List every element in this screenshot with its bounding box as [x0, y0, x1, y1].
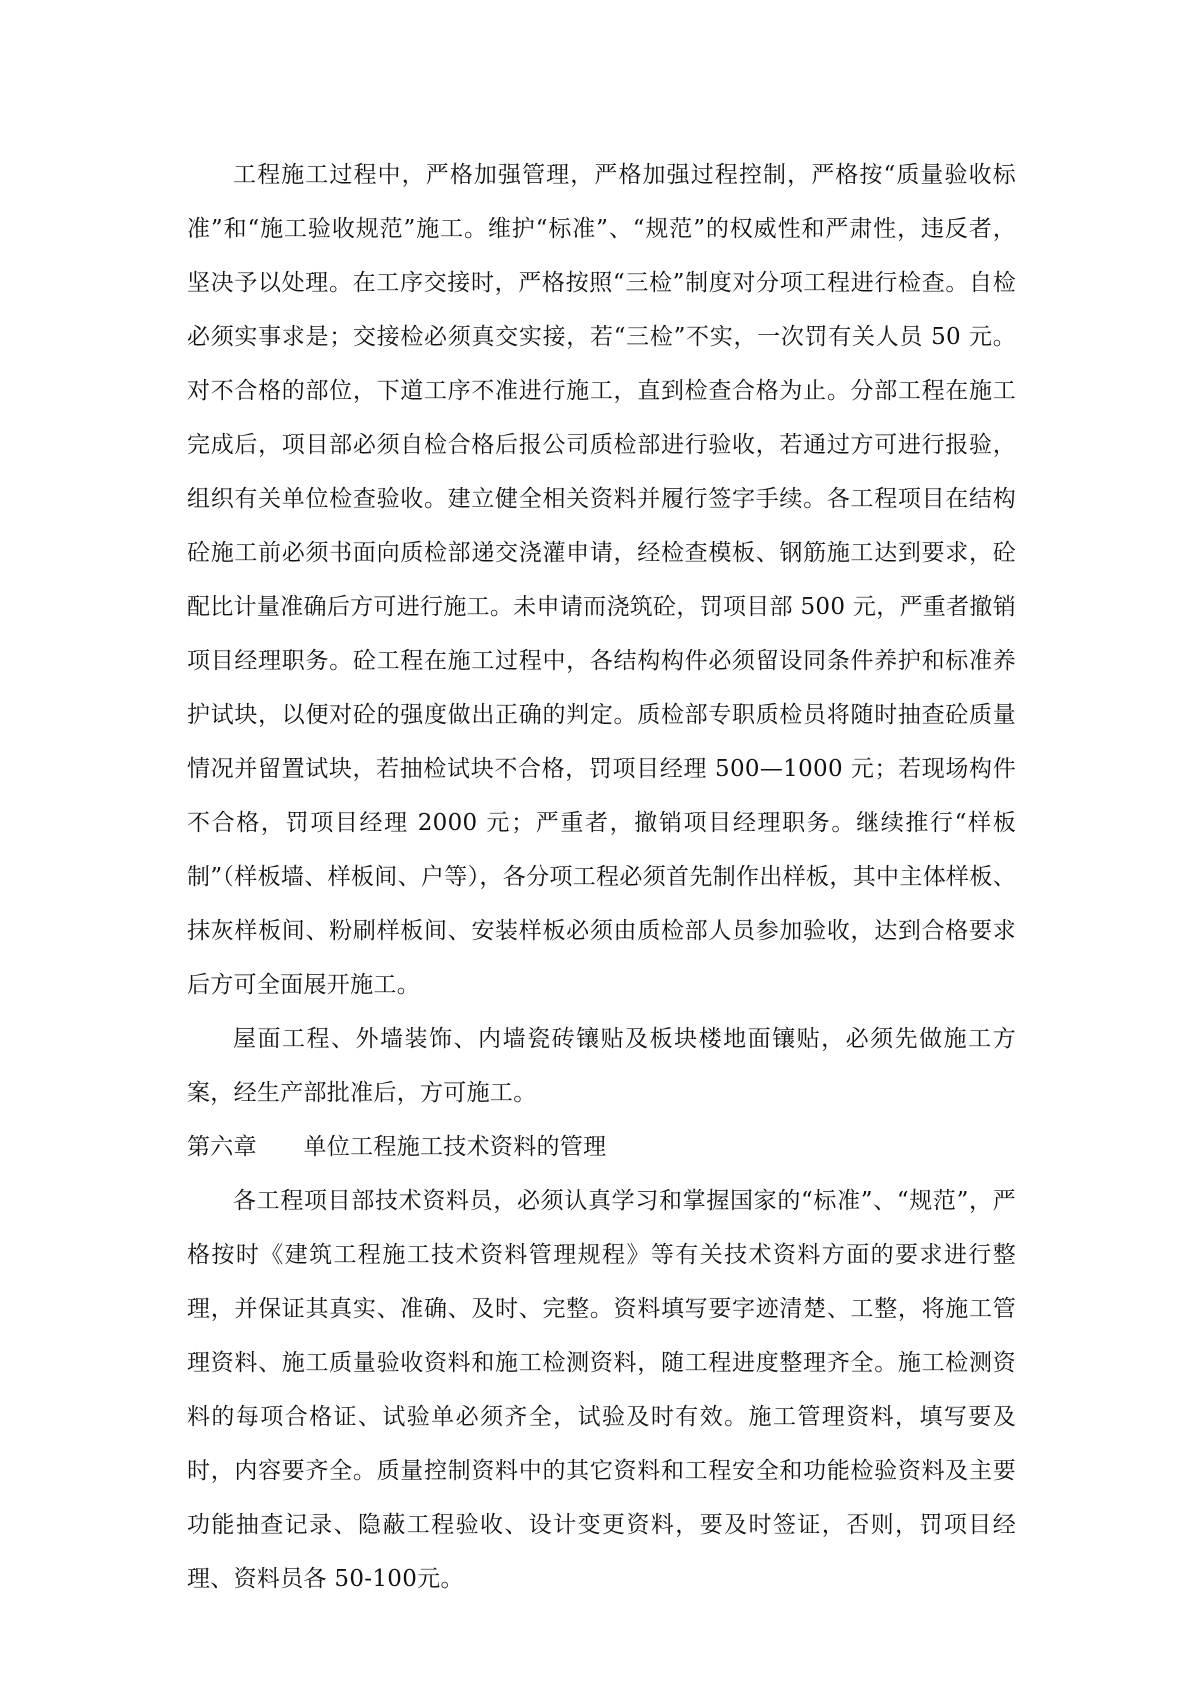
- document-body: [187, 148, 1016, 1606]
- paragraph-quality-control: 工程施工过程中，严格加强管理，严格加强过程控制，严格按“质量验收标准”和“施工验收规范”施工。维护“标准”、“规范”的权威性和严肃性，违反者，坚决予以处理。在工序交接时，严格按照“三检”制度对分项工程进行检查。自检必须实事求是；交接检必须真交实接，若“三检”不实，一次罚有关人员 50 元。对不合格的部位，下道工序不准进行施工，直到检查合格为止。分部工程在施工完成后，项目部必须自检合格后报公司质检部进行验收，若通过方可进行报验，组织有关单位检查验收。建立健全相关资料并履行签字手续。各工程项目在结构砼施工前必须书面向质检部递交浇灌申请，经检查模板、钢筋施工达到要求，砼配比计量准确后方可进行施工。未申请而浇筑砼，罚项目部 500 元，严重者撤销项目经理职务。砼工程在施工过程中，各结构构件必须留设同条件养护和标准养护试块，以便对砼的强度做出正确的判定。质检部专职质检员将随时抽查砼质量情况并留置试块，若抽检试块不合格，罚项目经理 500—1000 元；若现场构件不合格，罚项目经理 2000 元；严重者，撤销项目经理职务。继续推行“样板制”（样板墙、样板间、户等），各分项工程必须首先制作出样板，其中主体样板、抹灰样板间、粉刷样板间、安装样板必须由质检部人员参加验收，达到合格要求后方可全面展开施工。: [187, 162, 1016, 998]
- paragraph-roofing-and-finishing: 屋面工程、外墙装饰、内墙瓷砖镶贴及板块楼地面镶贴，必须先做施工方案，经生产部批准后，方可施工。: [187, 1026, 1016, 1106]
- paragraph-technical-documents: 各工程项目部技术资料员，必须认真学习和掌握国家的“标准”、“规范”，严格按时《建筑工程施工技术资料管理规程》等有关技术资料方面的要求进行整理，并保证其真实、准确、及时、完整。资料填写要字迹清楚、工整，将施工管理资料、施工质量验收资料和施工检测资料，随工程进度整理齐全。施工检测资料的每项合格证、试验单必须齐全，试验及时有效。施工管理资料，填写要及时，内容要齐全。质量控制资料中的其它资料和工程安全和功能检验资料及主要功能抽查记录、隐蔽工程验收、设计变更资料，要及时签证，否则，罚项目经理、资料员各 50-100元。: [187, 1188, 1016, 1592]
- chapter-heading: 第六章 单位工程施工技术资料的管理: [187, 1134, 607, 1160]
